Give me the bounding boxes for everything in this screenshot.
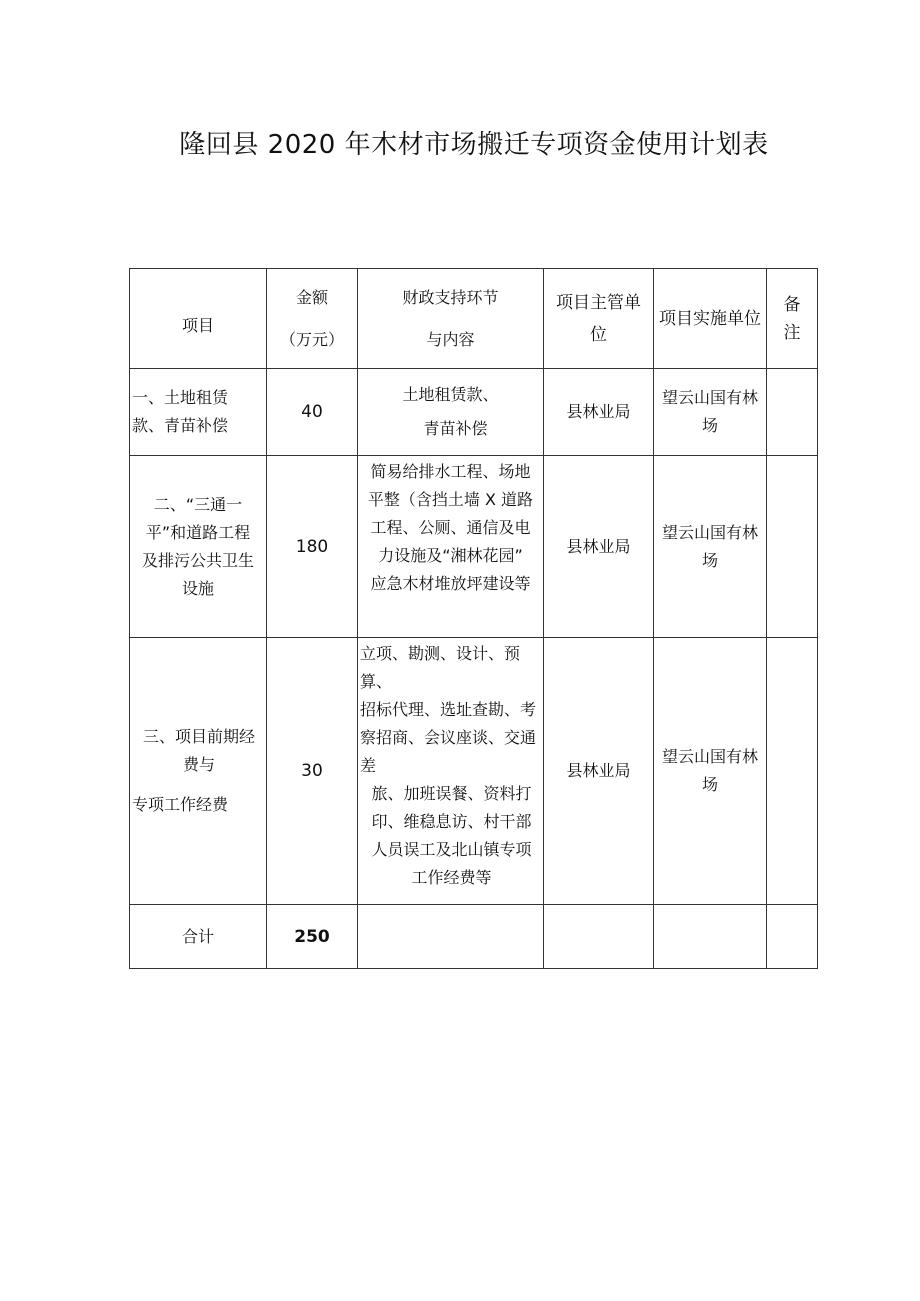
row3-implementer-line: 望云山国有林 bbox=[661, 747, 758, 766]
row2-implementer bbox=[654, 456, 767, 638]
total-label: 合计 bbox=[130, 905, 267, 969]
header-amount-unit: （万元） bbox=[279, 329, 344, 349]
row3-implementer-line: 场 bbox=[701, 775, 718, 794]
header-amount bbox=[267, 269, 358, 369]
header-item: 项目 bbox=[130, 269, 267, 369]
row3-item bbox=[130, 638, 267, 905]
row2-implementer-line: 场 bbox=[701, 550, 718, 570]
row2-detail-line: 平整（含挡土墙 X 道路 bbox=[367, 490, 534, 509]
row1-detail-line: 青苗补偿 bbox=[423, 419, 488, 438]
row3-detail-line: 察招商、会议座谈、交通 bbox=[360, 728, 537, 747]
row2-detail-line: 简易给排水工程、场地 bbox=[370, 462, 531, 481]
table-row bbox=[130, 456, 818, 638]
row3-detail bbox=[358, 638, 544, 905]
row3-detail-line: 旅、加班误餐、资料打 bbox=[371, 784, 532, 803]
table-row bbox=[130, 369, 818, 456]
table-header-row bbox=[130, 269, 818, 369]
row1-implementer-line: 望云山国有林 bbox=[661, 388, 758, 407]
header-detail-line1: 财政支持环节 bbox=[402, 287, 499, 307]
row3-authority: 县林业局 bbox=[544, 638, 654, 905]
total-implementer bbox=[654, 905, 767, 969]
row2-item-line: 设施 bbox=[181, 578, 214, 598]
row1-detail bbox=[358, 369, 544, 456]
row2-amount: 180 bbox=[267, 456, 358, 638]
row3-detail-line: 立项、勘测、设计、预算、 bbox=[360, 644, 521, 691]
row2-detail-line: 工程、公厕、通信及电 bbox=[370, 518, 531, 537]
row2-item-line: 及排污公共卫生 bbox=[141, 550, 254, 570]
header-remarks-line1: 备 bbox=[783, 294, 801, 315]
page-title: 隆回县 2020 年木材市场搬迁专项资金使用计划表 bbox=[179, 130, 769, 160]
header-authority-line1: 项目主管单 bbox=[556, 292, 641, 313]
row3-remarks bbox=[767, 638, 818, 905]
row2-detail-line: 力设施及“湘林花园” bbox=[378, 546, 523, 565]
row1-implementer bbox=[654, 369, 767, 456]
total-detail bbox=[358, 905, 544, 969]
row3-detail-line: 差 bbox=[360, 756, 377, 775]
fund-plan-table bbox=[129, 268, 818, 969]
row3-detail-line: 工作经费等 bbox=[411, 868, 492, 887]
row2-remarks bbox=[767, 456, 818, 638]
row1-item-line: 款、青苗补偿 bbox=[132, 416, 229, 435]
header-remarks-line2: 注 bbox=[783, 322, 801, 343]
table-total-row bbox=[130, 905, 818, 969]
row2-item bbox=[130, 456, 267, 638]
row1-authority: 县林业局 bbox=[544, 369, 654, 456]
row3-implementer bbox=[654, 638, 767, 905]
header-remarks bbox=[767, 269, 818, 369]
row1-detail-line: 土地租赁款、 bbox=[402, 385, 499, 404]
header-detail bbox=[358, 269, 544, 369]
row1-item bbox=[130, 369, 267, 456]
row1-item-line: 一、土地租赁 bbox=[132, 388, 229, 407]
row3-item-line: 专项工作经费 bbox=[132, 795, 229, 814]
row3-amount: 30 bbox=[267, 638, 358, 905]
row2-detail bbox=[358, 456, 544, 638]
row2-detail-line: 应急木材堆放坪建设等 bbox=[370, 574, 531, 593]
row1-implementer-line: 场 bbox=[701, 416, 718, 435]
row3-detail-line: 印、维稳息访、村干部 bbox=[371, 812, 532, 831]
total-amount: 250 bbox=[267, 905, 358, 969]
header-amount-label: 金额 bbox=[295, 287, 328, 307]
row1-amount: 40 bbox=[267, 369, 358, 456]
row2-implementer-line: 望云山国有林 bbox=[661, 522, 758, 542]
row1-remarks bbox=[767, 369, 818, 456]
table-row bbox=[130, 638, 818, 905]
row3-item-line: 三、项目前期经 bbox=[142, 727, 255, 746]
row2-authority: 县林业局 bbox=[544, 456, 654, 638]
row3-item-line: 费与 bbox=[182, 755, 215, 774]
row2-item-line: 二、“三通一 bbox=[153, 494, 243, 514]
row3-detail-line: 招标代理、选址查勘、考 bbox=[360, 700, 537, 719]
total-remarks bbox=[767, 905, 818, 969]
header-implementer: 项目实施单位 bbox=[654, 269, 767, 369]
total-authority bbox=[544, 905, 654, 969]
header-detail-line2: 与内容 bbox=[426, 329, 475, 349]
row3-detail-line: 人员误工及北山镇专项 bbox=[371, 840, 532, 859]
header-authority bbox=[544, 269, 654, 369]
header-authority-line2: 位 bbox=[590, 324, 607, 345]
row2-item-line: 平”和道路工程 bbox=[145, 522, 251, 542]
